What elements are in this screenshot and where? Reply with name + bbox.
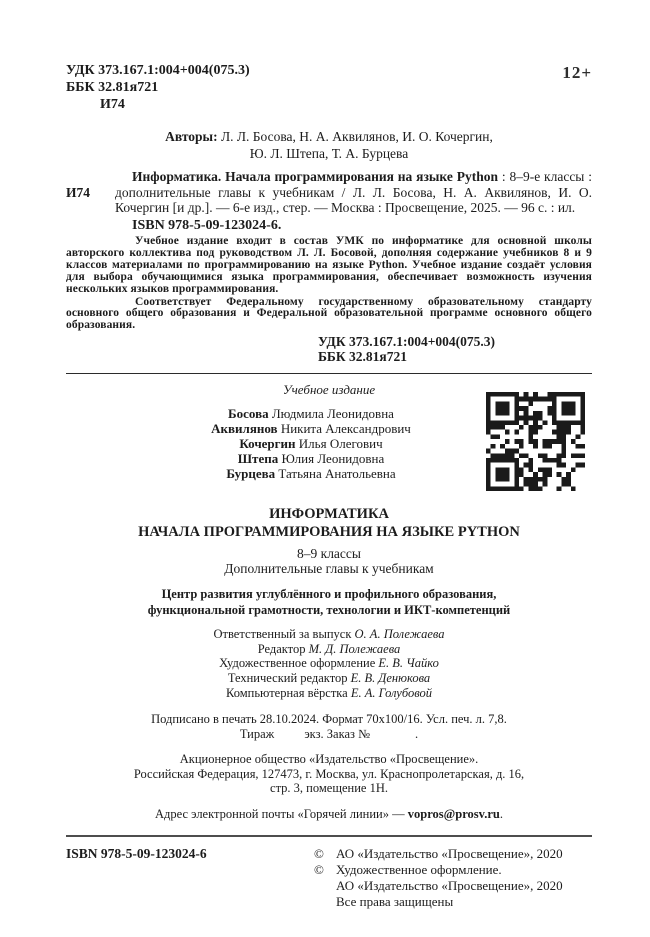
edition-author-row: Штепа Юлия Леонидовна bbox=[237, 451, 385, 467]
staff-name: Е. В. Чайко bbox=[378, 656, 439, 671]
edition-author-row: Босова Людмила Леонидовна bbox=[228, 406, 394, 422]
publisher-address-2: стр. 3, помещение 1Н. bbox=[270, 781, 388, 796]
print-imprint bbox=[66, 712, 592, 742]
bbk-number: ББК 32.81я721 bbox=[66, 80, 159, 95]
annotation-paragraph-2: Соответствует Федеральному государственному образовательному стандарту основного общего образования и Федеральной образовательной программе основного общего образования. bbox=[66, 295, 592, 332]
copyright-block bbox=[314, 846, 592, 910]
author-surname: Кочергин bbox=[239, 436, 296, 452]
hotline-email-line bbox=[66, 807, 592, 822]
authors-line bbox=[66, 128, 592, 162]
authors-label: Авторы: bbox=[165, 129, 218, 144]
author-surname: Босова bbox=[228, 406, 269, 422]
order-label: экз. Заказ № bbox=[304, 727, 371, 742]
bottom-block bbox=[66, 846, 592, 910]
tirazh-label: Тираж bbox=[239, 727, 275, 742]
card-author-sign: И74 bbox=[66, 184, 91, 200]
edition-author-row: Бурцева Татьяна Анатольевна bbox=[226, 466, 396, 482]
card-isbn: ISBN 978-5-09-123024-6. bbox=[132, 217, 282, 233]
staff-row: Художественное оформление Е. В. Чайко bbox=[219, 656, 439, 671]
copyright-text: Все права защищены bbox=[336, 894, 454, 909]
copyright-sign bbox=[314, 894, 336, 910]
print-date-format-line: Подписано в печать 28.10.2024. Формат 70х100/16. Усл. печ. л. 7,8. bbox=[151, 712, 507, 727]
grade-range: 8–9 классы bbox=[297, 546, 361, 562]
top-cataloguing-row bbox=[66, 62, 592, 113]
annotation-paragraph-1: Учебное издание входит в состав УМК по информатике для основной школы авторского коллектива под руководством Л. Л. Босовой, дополняя содержание учебников 8 и 9 классов материалами по программированию на языке Python. Учебное издание создаёт условия для выбора обучающимися языка программирования, обеспечивает возможность изучения нескольких языков программирования. bbox=[66, 235, 592, 295]
udk-number: УДК 373.167.1:004+004(075.3) bbox=[66, 63, 250, 78]
book-title-block bbox=[66, 506, 592, 576]
divider-thin bbox=[66, 373, 592, 374]
edition-section bbox=[66, 382, 592, 494]
authors-names-1: Л. Л. Босова, Н. А. Аквилянов, И. О. Кочергин, bbox=[220, 129, 493, 144]
page-content bbox=[66, 0, 592, 910]
hotline-suffix: . bbox=[499, 807, 503, 821]
staff-name: О. А. Полежаева bbox=[354, 627, 445, 642]
bbk-footer-number: ББК 32.81я721 bbox=[318, 348, 407, 364]
udk-bbk-block bbox=[66, 62, 250, 113]
tirazh-line bbox=[66, 727, 592, 742]
staff-name: М. Д. Полежаева bbox=[308, 641, 401, 656]
publisher-name: Акционерное общество «Издательство «Просвещение». bbox=[179, 752, 479, 767]
annotation bbox=[66, 236, 592, 332]
age-rating-badge: 12+ bbox=[562, 63, 592, 82]
publishing-center-line-2: функциональной грамотности, технологии и ИКТ-компетенций bbox=[147, 602, 511, 617]
udk-footer-number: УДК 373.167.1:004+004(075.3) bbox=[318, 334, 496, 350]
edition-author-row: Кочергин Илья Олегович bbox=[239, 436, 383, 452]
card-bibliography: : 8–9-е классы : дополнительные главы к учебникам / Л. Л. Босова, Н. А. Аквилянов, И. О. Кочергин [и др.]. — 6-е изд., стер. — Москва : Просвещение, 2025. — 96 с. : ил. bbox=[115, 169, 592, 215]
staff-list bbox=[66, 627, 592, 700]
udk-bbk-footer bbox=[318, 335, 592, 364]
publisher-address-1: Российская Федерация, 127473, г. Москва, ул. Краснопролетарская, д. 16, bbox=[133, 766, 525, 781]
staff-name: Е. А. Голубовой bbox=[350, 685, 432, 700]
copyright-sign: © bbox=[314, 846, 324, 861]
hotline-email: vopros@prosv.ru bbox=[407, 807, 500, 821]
copyright-text: Художественное оформление. bbox=[336, 862, 502, 877]
publishing-center-line-1: Центр развития углублённого и профильного образования, bbox=[161, 587, 497, 602]
book-subtitle: НАЧАЛА ПРОГРАММИРОВАНИЯ НА ЯЗЫКЕ PYTHON bbox=[138, 523, 520, 540]
copyright-sign: © bbox=[314, 862, 324, 877]
catalog-card bbox=[66, 169, 592, 233]
tirazh-dot: . bbox=[415, 727, 419, 742]
isbn-bottom: ISBN 978-5-09-123024-6 bbox=[66, 846, 207, 861]
authors-line-1 bbox=[66, 128, 592, 145]
copyright-text: АО «Издательство «Просвещение», 2020 bbox=[336, 878, 563, 893]
staff-row: Ответственный за выпуск О. А. Полежаева bbox=[213, 627, 445, 642]
author-surname: Бурцева bbox=[226, 466, 276, 482]
card-description bbox=[115, 169, 592, 216]
authorial-sign: И74 bbox=[100, 97, 125, 112]
staff-row: Компьютерная вёрстка Е. А. Голубовой bbox=[226, 685, 432, 700]
copyright-sign bbox=[314, 878, 336, 894]
copyright-row bbox=[314, 894, 592, 910]
staff-name: Е. В. Денюкова bbox=[350, 671, 431, 686]
book-title: ИНФОРМАТИКА bbox=[269, 506, 389, 523]
edition-author-row: Аквилянов Никита Александрович bbox=[211, 421, 411, 437]
copyright-row bbox=[314, 878, 592, 894]
divider-thick bbox=[66, 835, 592, 837]
copyright-row bbox=[314, 846, 592, 862]
staff-row: Редактор М. Д. Полежаева bbox=[257, 641, 401, 656]
copyright-text: АО «Издательство «Просвещение», 2020 bbox=[336, 846, 563, 861]
authors-line-2: Ю. Л. Штепа, Т. А. Бурцева bbox=[249, 146, 409, 161]
edition-note: Дополнительные главы к учебникам bbox=[224, 561, 434, 577]
copyright-row bbox=[314, 862, 592, 878]
staff-row: Технический редактор Е. В. Денюкова bbox=[227, 671, 431, 686]
edition-type-label: Учебное издание bbox=[282, 382, 376, 398]
qr-code bbox=[486, 392, 585, 491]
author-surname: Штепа bbox=[237, 451, 279, 467]
publisher-block bbox=[66, 752, 592, 796]
hotline-prefix: Адрес электронной почты «Горячей линии» — bbox=[155, 807, 408, 821]
publishing-center bbox=[66, 587, 592, 618]
author-surname: Аквилянов bbox=[211, 421, 278, 437]
card-title: Информатика. Начала программирования на языке Python bbox=[132, 169, 498, 184]
